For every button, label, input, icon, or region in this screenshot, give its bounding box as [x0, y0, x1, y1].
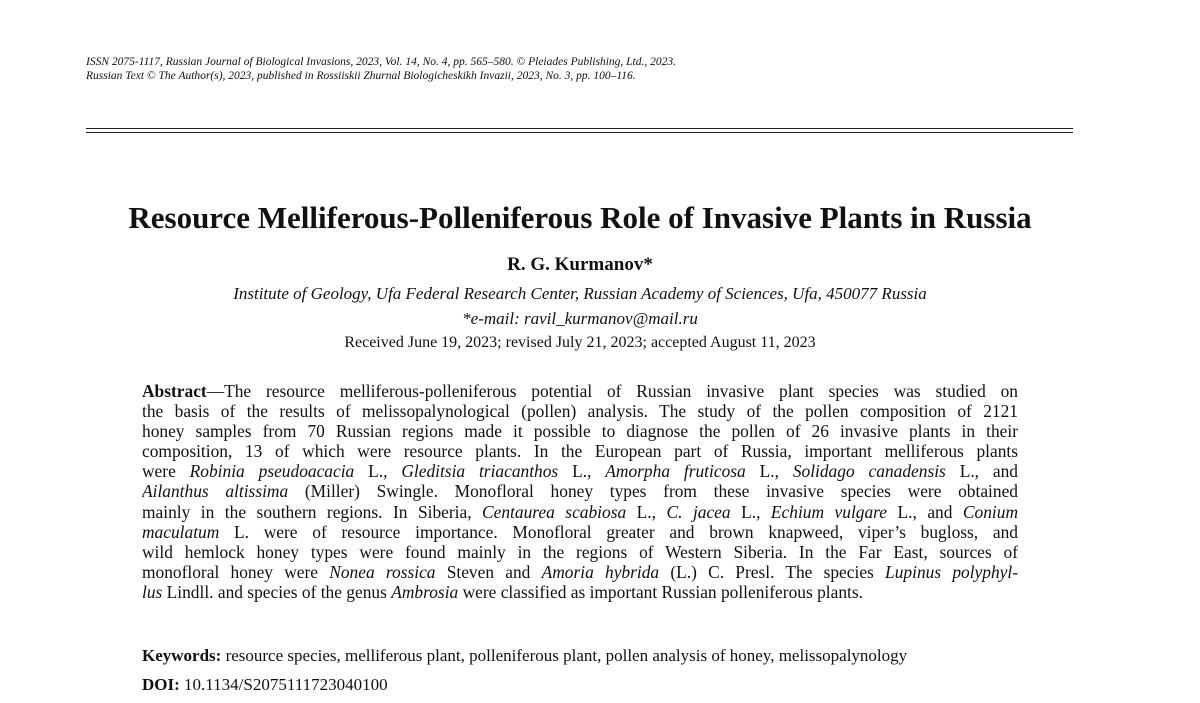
doi: [142, 675, 388, 695]
article-author: R. G. Kurmanov*: [507, 254, 653, 275]
species-name: Lupinus polyphyl-: [885, 561, 1018, 582]
keywords-label: Keywords:: [142, 646, 222, 665]
abstract-text: composition, 13 of which were resource plants. In the European part of Russia, important melliferous plants: [142, 441, 1018, 462]
species-name: Solidago canadensis: [792, 461, 946, 482]
doi-value: 10.1134/S2075111723040100: [179, 675, 388, 694]
abstract-text: L.,: [745, 461, 793, 482]
species-name: Conium: [962, 501, 1018, 522]
abstract-line: [142, 502, 1018, 522]
species-name: Gleditsia triacanthos: [401, 461, 559, 482]
abstract-line: [142, 441, 1018, 461]
abstract-text: Steven and: [435, 561, 542, 582]
species-name: maculatum: [142, 521, 220, 542]
species-name: Robinia pseudoacacia: [189, 461, 355, 482]
keywords: [142, 646, 907, 666]
abstract-line: [142, 522, 1018, 542]
russian-text-citation-line: Russian Text © The Author(s), 2023, published in Rossiiskii Zhurnal Biologicheskikh Invazii, 2023, No. 3, pp. 100–116.: [86, 70, 636, 82]
abstract-text: honey samples from 70 Russian regions made it possible to diagnose the pollen of 26 invasive plants in their: [142, 421, 1018, 442]
abstract-text: L.,: [730, 501, 771, 522]
species-name: Echium vulgare: [770, 501, 888, 522]
abstract-text: —The resource melliferous-polleniferous potential of Russian invasive plant species was studied on: [206, 381, 1018, 401]
abstract-text: L.,: [558, 461, 606, 482]
abstract-text: the basis of the results of melissopalynological (pollen) analysis. The study of the pollen composition of 2121: [142, 401, 1018, 422]
author-email: *e-mail: ravil_kurmanov@mail.ru: [462, 309, 698, 328]
species-name: Ailanthus altissima: [142, 481, 289, 502]
abstract-text: wild hemlock honey types were found mainly in the regions of Western Siberia. In the Far East, sources of: [142, 541, 1018, 562]
species-name: Nonea rossica: [329, 561, 436, 582]
doi-label: DOI:: [142, 675, 180, 694]
header-rule-top: [86, 128, 1073, 129]
abstract-line: [142, 401, 1018, 421]
species-name: Amoria hybrida: [541, 561, 660, 582]
species-name: C. jacea: [666, 501, 731, 522]
abstract-text: monofloral honey were: [142, 561, 330, 582]
species-name: Amorpha fruticosa: [605, 461, 746, 482]
author-affiliation: Institute of Geology, Ufa Federal Research Center, Russian Academy of Sciences, Ufa, 450077 Russia: [233, 284, 927, 303]
abstract-text: L.,: [626, 501, 667, 522]
abstract-line: [142, 582, 1018, 602]
abstract-text: L.,: [354, 461, 402, 482]
abstract-line: [142, 481, 1018, 501]
keywords-text: resource species, melliferous plant, polleniferous plant, pollen analysis of honey, melissopalynology: [221, 646, 908, 665]
abstract-text: L. were of resource importance. Monofloral greater and brown knapweed, viper’s bugloss, and: [219, 521, 1018, 542]
abstract-text: L., and: [887, 501, 963, 522]
species-name: Centaurea scabiosa: [482, 501, 627, 522]
abstract: [142, 381, 1018, 602]
abstract-text: (Miller) Swingle. Monofloral honey types from these invasive species were obtained: [288, 481, 1018, 502]
species-name: Ambrosia: [391, 581, 459, 602]
abstract-text: mainly in the southern regions. In Siberia,: [142, 501, 483, 522]
abstract-text: Lindll. and species of the genus: [162, 581, 392, 602]
abstract-line: [142, 542, 1018, 562]
abstract-text: (L.) C. Presl. The species: [659, 561, 886, 582]
abstract-line: [142, 421, 1018, 441]
abstract-text: were: [142, 461, 190, 482]
journal-citation-line: ISSN 2075-1117, Russian Journal of Biological Invasions, 2023, Vol. 14, No. 4, pp. 565–580. © Pleiades Publishing, Ltd., 2023.: [86, 56, 677, 68]
species-name: lus: [142, 581, 163, 602]
article-title: Resource Melliferous-Polleniferous Role of Invasive Plants in Russia: [128, 200, 1032, 235]
abstract-label: Abstract: [142, 381, 207, 401]
abstract-line: [142, 562, 1018, 582]
header-rule-bottom: [86, 132, 1073, 133]
article-dates: Received June 19, 2023; revised July 21, 2023; accepted August 11, 2023: [344, 334, 816, 351]
abstract-text: were classified as important Russian polleniferous plants.: [458, 581, 863, 602]
abstract-line: [142, 461, 1018, 481]
abstract-text: L., and: [945, 461, 1018, 482]
abstract-line: [142, 381, 1018, 401]
